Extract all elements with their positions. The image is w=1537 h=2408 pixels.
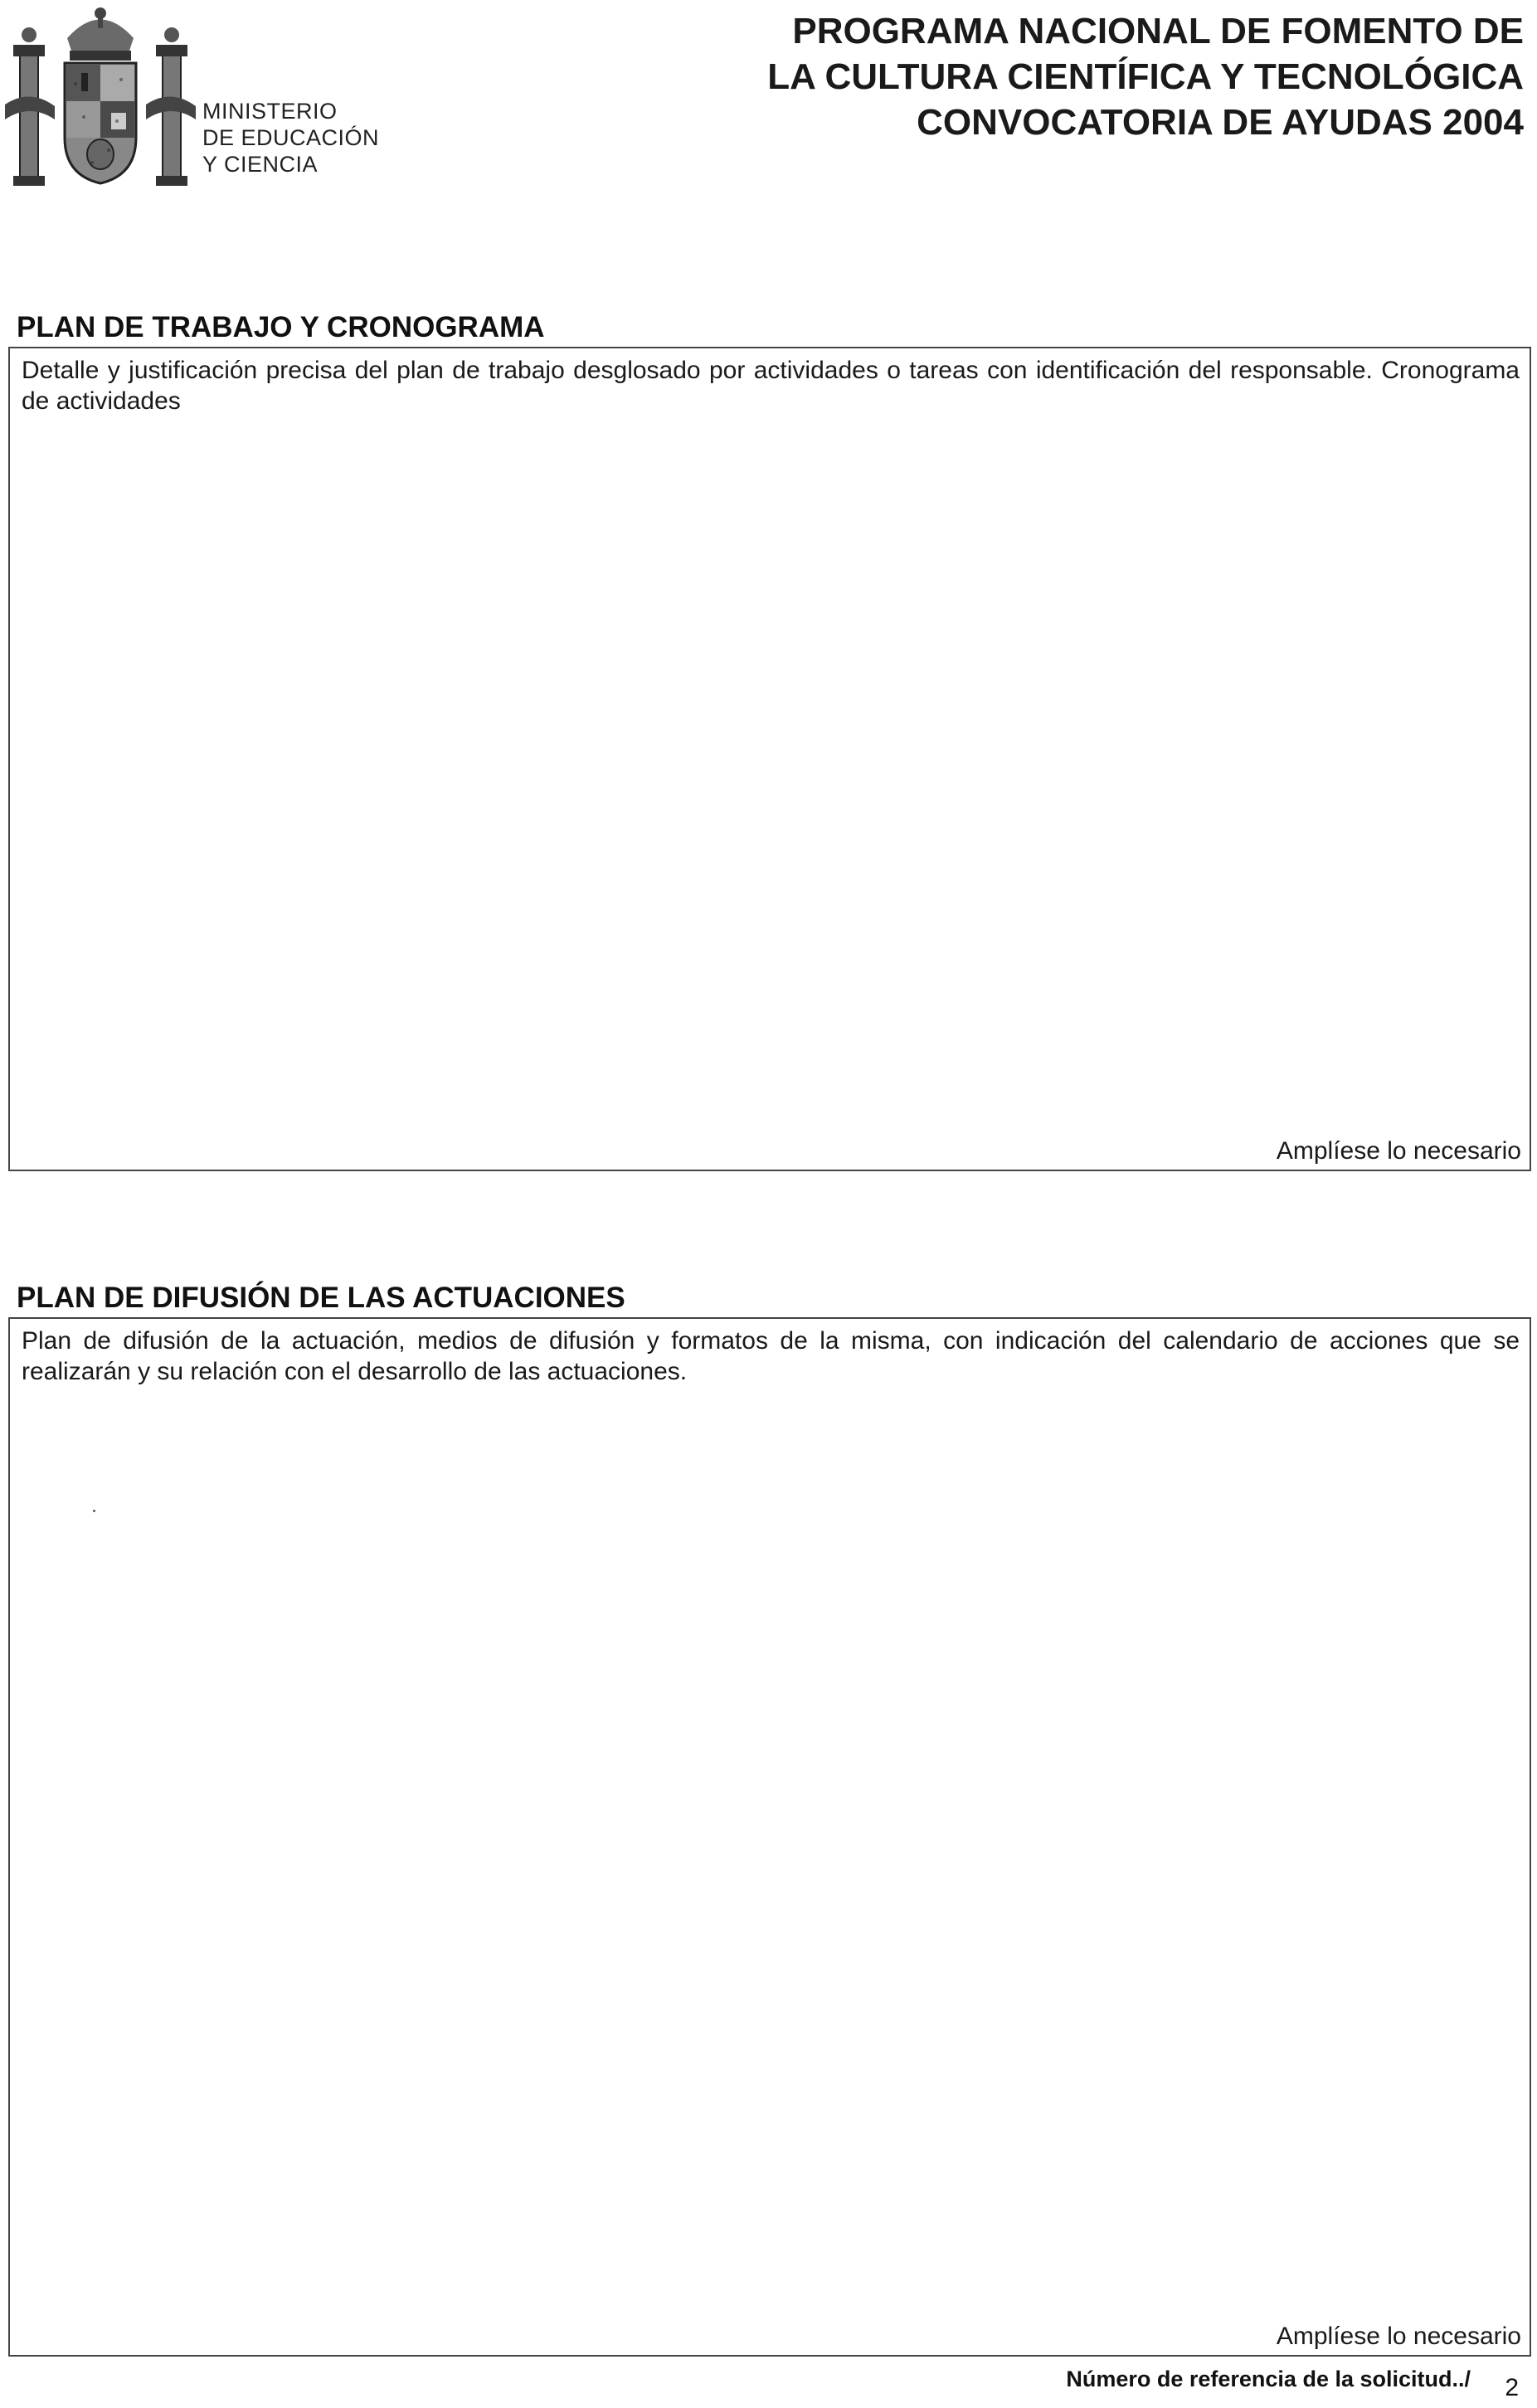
dissemination-plan-field[interactable] [8, 1317, 1531, 2357]
program-title [611, 8, 1524, 145]
extend-note: Amplíese lo necesario [1276, 2323, 1521, 2350]
ministry-name [202, 98, 379, 178]
document-header [0, 0, 1537, 216]
section-title-work-plan: PLAN DE TRABAJO Y CRONOGRAMA [17, 311, 545, 343]
page-number: 2 [1505, 2374, 1519, 2401]
ministry-line: DE EDUCACIÓN [202, 125, 380, 150]
extend-note: Amplíese lo necesario [1276, 1137, 1521, 1165]
dissemination-plan-description: Plan de difusión de la actuación, medios de difusión y formatos de la misma, con indicación del calendario de acciones que se realizarán y su relación con el desarrollo de las actuaciones. [22, 1327, 1520, 1385]
work-plan-field[interactable] [8, 347, 1531, 1171]
ministry-line: Y CIENCIA [202, 152, 319, 177]
program-title-line: LA CULTURA CIENTÍFICA Y TECNOLÓGICA [767, 56, 1524, 97]
work-plan-description: Detalle y justificación precisa del plan de trabajo desglosado por actividades o tareas con identificación del responsable. Cronograma de actividades [22, 357, 1520, 415]
program-title-line: CONVOCATORIA DE AYUDAS 2004 [917, 102, 1524, 143]
stray-mark [93, 1510, 95, 1512]
reference-number-label: Número de referencia de la solicitud../ [1066, 2367, 1471, 2391]
spanish-coat-of-arms-icon [5, 5, 196, 192]
section-title-dissemination-plan: PLAN DE DIFUSIÓN DE LAS ACTUACIONES [17, 1282, 625, 1314]
ministry-line: MINISTERIO [202, 99, 338, 124]
program-title-line: PROGRAMA NACIONAL DE FOMENTO DE [792, 11, 1524, 51]
